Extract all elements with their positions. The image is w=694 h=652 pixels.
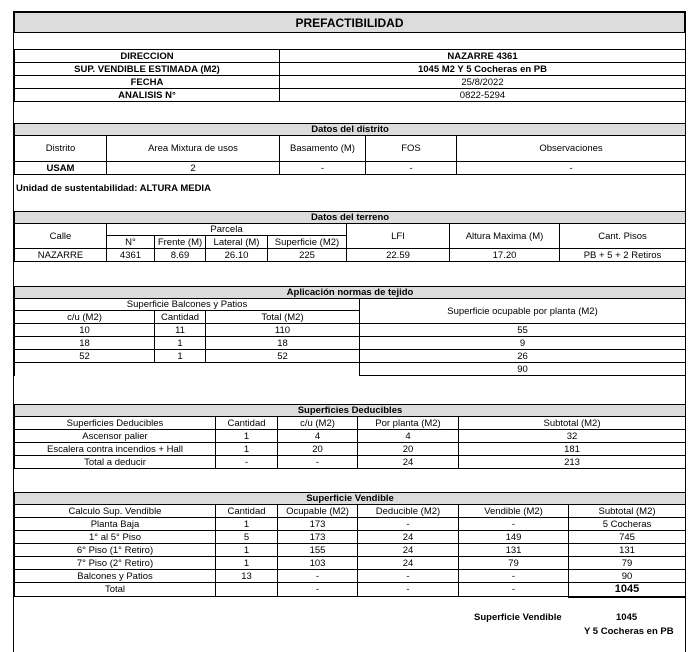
column-header: FOS [366,136,457,162]
table-cell: Balcones y Patios [15,570,216,583]
table-cell: 110 [206,324,360,337]
summary-label: Superficie Vendible [474,612,562,623]
column-header: Superficie (M2) [268,236,347,249]
table-cell: 745 [569,531,686,544]
table-cell: Escalera contra incendios + Hall [15,443,216,456]
info-label: ANALISIS N° [15,89,280,102]
info-value: NAZARRE 4361 [280,50,686,63]
table-cell: Planta Baja [15,518,216,531]
ocupable-total: 90 [360,363,686,376]
table-cell [216,583,278,597]
summary-value: 1045 [616,612,638,623]
column-header: Parcela [107,224,347,236]
table-cell: 20 [278,443,358,456]
section-title-terreno: Datos del terreno [15,212,686,224]
table-cell: - [278,583,358,597]
total-vendible-cell: 1045 [569,583,686,597]
table-cell: 6° Piso (1° Retiro) [15,544,216,557]
column-header: Observaciones [457,136,686,162]
table-cell: 24 [358,544,459,557]
table-cell: 4361 [107,249,155,262]
column-header: Area Mixtura de usos [107,136,280,162]
table-cell: 24 [358,456,459,469]
table-cell: 79 [459,557,569,570]
column-header: Superficies Deducibles [15,417,216,430]
table-cell: 10 [15,324,155,337]
table-cell: NAZARRE [15,249,107,262]
table-cell: 5 Cocheras [569,518,686,531]
column-header: Cantidad [216,505,278,518]
column-header: Cantidad [216,417,278,430]
table-cell: Total [15,583,216,597]
section-title-distrito: Datos del distrito [15,124,686,136]
table-cell: - [216,456,278,469]
column-header: Cantidad [155,311,206,324]
table-cell: Total a deducir [15,456,216,469]
column-header: Cant. Pisos [560,224,686,249]
table-cell: 1 [155,350,206,363]
table-cell: - [278,456,358,469]
terreno-table [14,211,686,262]
table-cell: 9 [360,337,686,350]
table-cell: - [459,583,569,597]
column-header: LFI [347,224,450,249]
table-cell: 32 [459,430,686,443]
table-cell: 213 [459,456,686,469]
feasibility-sheet [13,11,686,652]
table-cell: 1 [216,544,278,557]
sustainability-note: Unidad de sustentabilidad: ALTURA MEDIA [16,183,211,194]
column-header: Subtotal (M2) [569,505,686,518]
info-value: 0822-5294 [280,89,686,102]
table-cell: 24 [358,557,459,570]
table-cell: - [278,570,358,583]
column-header: Altura Maxima (M) [450,224,560,249]
table-cell: 18 [15,337,155,350]
table-cell: 52 [206,350,360,363]
page-title: PREFACTIBILIDAD [15,13,685,33]
column-header: Superficie Balcones y Patios [15,299,360,311]
table-cell: 8.69 [155,249,206,262]
column-header: c/u (M2) [278,417,358,430]
info-label: SUP. VENDIBLE ESTIMADA (M2) [15,63,280,76]
table-cell: - [457,162,686,175]
table-cell: Ascensor palier [15,430,216,443]
column-header: Deducible (M2) [358,505,459,518]
info-table [14,49,686,102]
table-cell: 24 [358,531,459,544]
table-cell: - [358,518,459,531]
table-cell: - [366,162,457,175]
section-title-vendible: Superficie Vendible [15,493,686,505]
column-header: Subtotal (M2) [459,417,686,430]
info-value: 1045 M2 Y 5 Cocheras en PB [280,63,686,76]
summary-note: Y 5 Cocheras en PB [584,626,674,637]
column-header: Vendible (M2) [459,505,569,518]
column-header: N° [107,236,155,249]
column-header: Basamento (M) [280,136,366,162]
table-cell: - [459,570,569,583]
table-cell: 13 [216,570,278,583]
table-cell: 4 [358,430,459,443]
distrito-table [14,123,686,175]
table-cell: 1 [216,518,278,531]
table-cell: 7° Piso (2° Retiro) [15,557,216,570]
column-header: Superficie ocupable por planta (M2) [360,299,686,324]
section-title-deducibles: Superficies Deducibles [15,405,686,417]
column-header: Por planta (M2) [358,417,459,430]
table-cell: 55 [360,324,686,337]
table-cell: 131 [459,544,569,557]
table-cell: - [280,162,366,175]
table-cell: 1 [216,557,278,570]
table-cell: 155 [278,544,358,557]
table-cell: 173 [278,531,358,544]
table-cell: - [459,518,569,531]
info-value: 25/8/2022 [280,76,686,89]
table-cell: 52 [15,350,155,363]
table-cell: 17.20 [450,249,560,262]
column-header: Calle [15,224,107,249]
section-title-tejido: Aplicación normas de tejido [15,287,686,299]
table-cell: 22.59 [347,249,450,262]
info-label: FECHA [15,76,280,89]
table-cell: 1 [155,337,206,350]
table-cell: 1° al 5° Piso [15,531,216,544]
table-cell: 4 [278,430,358,443]
table-cell: 1 [216,443,278,456]
table-cell: 11 [155,324,206,337]
column-header: Frente (M) [155,236,206,249]
column-header: Distrito [15,136,107,162]
vendible-table [14,492,686,598]
title-table [14,12,685,33]
table-cell: 149 [459,531,569,544]
table-cell: 1 [216,430,278,443]
table-cell: PB + 5 + 2 Retiros [560,249,686,262]
table-cell: 5 [216,531,278,544]
column-header: Calculo Sup. Vendible [15,505,216,518]
table-cell: 26 [360,350,686,363]
table-cell: 18 [206,337,360,350]
deducibles-table [14,404,686,469]
table-cell: 90 [569,570,686,583]
column-header: Lateral (M) [206,236,268,249]
info-label: DIRECCION [15,50,280,63]
table-cell: 20 [358,443,459,456]
table-cell: - [358,570,459,583]
table-cell: 173 [278,518,358,531]
table-cell: - [358,583,459,597]
table-cell: 79 [569,557,686,570]
table-cell: 2 [107,162,280,175]
table-cell: 26.10 [206,249,268,262]
tejido-table [14,286,686,376]
table-cell: 225 [268,249,347,262]
table-cell: 181 [459,443,686,456]
column-header: c/u (M2) [15,311,155,324]
table-cell: USAM [15,162,107,175]
column-header: Ocupable (M2) [278,505,358,518]
table-cell: 103 [278,557,358,570]
column-header: Total (M2) [206,311,360,324]
table-cell: 131 [569,544,686,557]
empty-cell [15,363,360,376]
